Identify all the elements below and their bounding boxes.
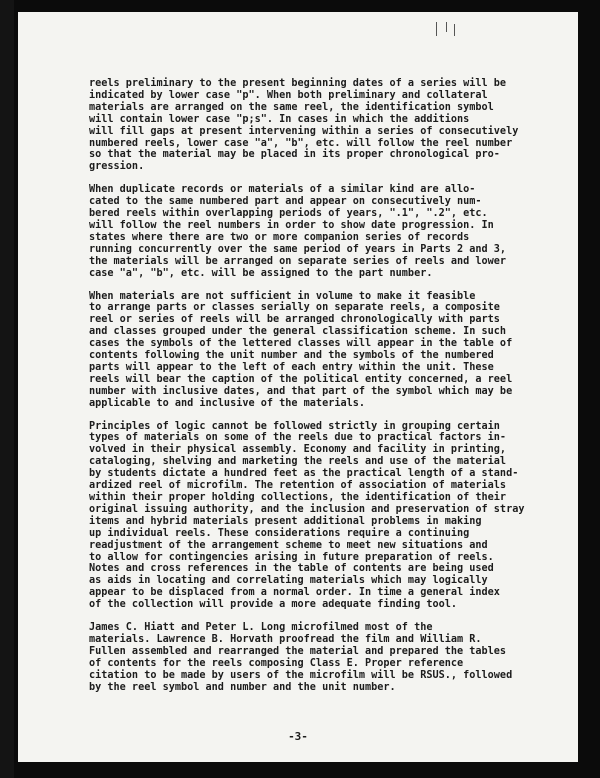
text-line: of the collection will provide a more adequate finding tool. — [89, 599, 458, 611]
text-line: to arrange parts or classes serially on separate reels, a composite — [89, 302, 500, 314]
text-line: bered reels within overlapping periods of years, ".1", ".2", etc. — [89, 208, 488, 220]
scan-border — [0, 0, 14, 778]
text-line: cated to the same numbered part and appear on consecutively num- — [89, 196, 482, 208]
text-line: will fill gaps at present intervening within a series of consecutively — [89, 125, 519, 137]
text-line: reels preliminary to the present beginning dates of a series will be — [89, 78, 507, 89]
text-line: within their proper holding collections, the identification of their — [89, 492, 507, 503]
text-line: Principles of logic cannot be followed strictly in grouping certain — [89, 420, 500, 432]
text-line: Notes and cross references in the table of contents are being used — [89, 563, 494, 575]
text-line: materials are arranged on the same reel, the identification symbol — [89, 101, 494, 113]
text-line: appear to be displaced from a normal order. In time a general index — [89, 587, 500, 599]
text-line: numbered reels, lower case "a", "b", etc. will follow the reel number — [89, 137, 513, 149]
text-line: When duplicate records or materials of a similar kind are allo- — [89, 184, 476, 196]
text-line: indicated by lower case "p". When both preliminary and collateral — [89, 89, 488, 101]
text-line: so that the material may be placed in its proper chronological pro- — [89, 149, 500, 161]
text-line: reel or series of reels will be arranged chronologically with parts — [89, 314, 500, 326]
text-line: up individual reels. These considerations require a continuing — [89, 527, 470, 539]
text-line: James C. Hiatt and Peter L. Long microfilmed most of the — [89, 622, 433, 634]
paragraph-3 — [89, 291, 519, 410]
scan-artifact-mark — [446, 22, 447, 32]
scan-artifact-mark — [436, 22, 437, 36]
text-line: types of materials on some of the reels due to practical factors in- — [89, 432, 507, 444]
text-line: states where there are two or more companion series of records — [89, 231, 470, 243]
text-line: materials. Lawrence B. Horvath proofread the film and William R. — [89, 633, 482, 645]
text-line: and classes grouped under the general classification scheme. In such — [89, 326, 507, 338]
scan-artifact-mark — [454, 24, 455, 36]
text-line: parts will appear to the left of each entry within the unit. These — [89, 361, 494, 373]
paragraph-2 — [89, 184, 519, 279]
text-line: ardized reel of microfilm. The retention of association of materials — [89, 480, 507, 492]
text-line: gression. — [89, 161, 145, 173]
text-line: of contents for the reels composing Class E. Proper reference — [89, 657, 464, 669]
text-line: applicable to and inclusive of the materials. — [89, 397, 366, 409]
text-line: cataloging, shelving and marketing the reels and use of the material — [89, 456, 507, 468]
text-line: volved in their physical assembly. Economy and facility in printing, — [89, 444, 507, 456]
text-line: as aids in locating and correlating materials which may logically — [89, 575, 488, 587]
text-line: Fullen assembled and rearranged the material and prepared the tables — [89, 645, 507, 657]
text-line: When materials are not sufficient in volume to make it feasible — [89, 290, 476, 302]
text-line: contents following the unit number and the symbols of the numbered — [89, 350, 494, 362]
text-line: case "a", "b", etc. will be assigned to the part number. — [89, 267, 433, 279]
page-number: -3- — [288, 730, 308, 743]
text-line: cases the symbols of the lettered classes will appear in the table of — [89, 338, 513, 350]
text-line: will follow the reel numbers in order to show date progression. In — [89, 219, 494, 231]
text-line: readjustment of the arrangement scheme to meet new situations and — [89, 539, 488, 551]
text-line: to allow for contingencies arising in future preparation of reels. — [89, 551, 494, 563]
text-line: by students dictate a hundred feet as the practical length of a stand- — [89, 468, 519, 480]
paragraph-4 — [89, 420, 525, 612]
text-line: by the reel symbol and number and the unit number. — [89, 681, 396, 693]
paragraph-5 — [89, 622, 519, 693]
text-line: number with inclusive dates, and that part of the symbol which may be — [89, 385, 513, 397]
text-line: the materials will be arranged on separate series of reels and lower — [89, 255, 507, 267]
text-line: will contain lower case "p;s". In cases in which the additions — [89, 113, 470, 125]
document-page — [18, 12, 578, 762]
text-line: running concurrently over the same period of years in Parts 2 and 3, — [89, 243, 507, 255]
text-line: citation to be made by users of the microfilm will be RSUS., followed — [89, 669, 513, 681]
text-line: reels will bear the caption of the political entity concerned, a reel — [89, 373, 513, 385]
text-line: items and hybrid materials present additional problems in making — [89, 515, 482, 527]
text-line: original issuing authority, and the inclusion and preservation of stray — [89, 503, 525, 515]
body-text — [89, 78, 525, 705]
paragraph-1 — [89, 78, 519, 173]
